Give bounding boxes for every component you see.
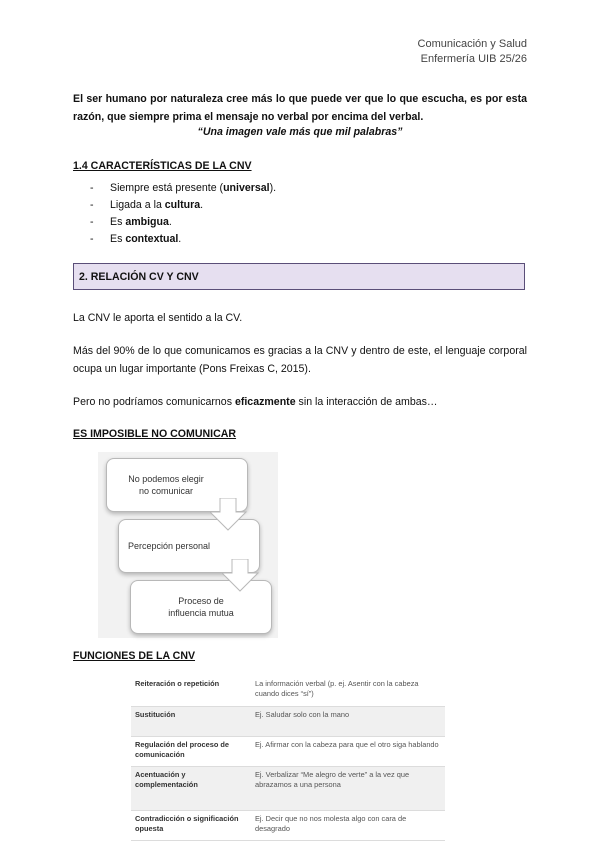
function-name: Sustitución [131, 706, 251, 736]
diagram-step-percepcion: Percepción personal [118, 519, 260, 573]
function-name: Regulación del proceso de comunicación [135, 739, 230, 759]
function-example: La información verbal (p. ej. Asentir con la cabeza cuando dices “sí”) [255, 679, 419, 698]
table-row [131, 766, 445, 810]
function-example: Ej. Saludar solo con la mano [251, 706, 445, 736]
function-name: Acentuación y complementación [131, 766, 251, 810]
impossible-heading: ES IMPOSIBLE NO COMUNICAR [73, 428, 237, 440]
down-arrow-icon [222, 559, 262, 593]
function-name: Contradicción o significación opuesta [135, 813, 239, 833]
list-item: - Es ambigua. [90, 214, 276, 231]
table-row [131, 810, 445, 840]
function-example: Ej. Verbalizar “Me alegro de verte” a la vez que abrazamos a una persona [251, 766, 445, 810]
characteristics-list [90, 180, 276, 248]
paragraph-interaction: Pero no podríamos comunicarnos eficazmente sin la interacción de ambas… [73, 396, 438, 408]
page-header [418, 37, 527, 67]
section-2-title: 2. RELACIÓN CV Y CNV [79, 271, 199, 283]
function-example: Ej. Afirmar con la cabeza para que el otro siga hablando [255, 739, 439, 749]
header-course: Comunicación y Salud [417, 38, 527, 50]
list-item: - Ligada a la cultura. [90, 197, 276, 214]
function-example: Ej. Decir que no nos molesta algo con cara de desagrado [255, 813, 407, 833]
characteristics-heading: 1.4 CARACTERÍSTICAS DE LA CNV [73, 160, 252, 172]
intro-paragraph: El ser humano por naturaleza cree más lo que puede ver que lo que escucha, es por esta razón, que siempre prima el mensaje no verbal por encima del verbal. [73, 93, 527, 123]
section-2-heading-box [73, 263, 525, 290]
diagram-step-influencia: Proceso de influencia mutua [130, 580, 272, 634]
paragraph-cnv-sense: La CNV le aporta el sentido a la CV. [73, 312, 243, 324]
functions-heading: FUNCIONES DE LA CNV [73, 650, 196, 662]
header-institution: Enfermería UIB 25/26 [420, 53, 527, 65]
function-name: Reiteración o repetición [135, 679, 220, 688]
down-arrow-icon [210, 498, 250, 532]
table-row [131, 706, 445, 736]
paragraph-90-percent: Más del 90% de lo que comunicamos es gracias a la CNV y dentro de este, el lenguaje corporal ocupa un lugar importante (Pons Freixas C, 2015). [73, 345, 527, 375]
functions-table [131, 676, 445, 841]
diagram-step-no-elegir: No podemos elegir no comunicar [106, 458, 248, 512]
list-item: - Siempre está presente (universal). [90, 180, 276, 197]
table-row [131, 676, 445, 706]
list-item: - Es contextual. [90, 231, 276, 248]
table-row [131, 736, 445, 766]
intro-quote: “Una imagen vale más que mil palabras” [197, 126, 403, 138]
